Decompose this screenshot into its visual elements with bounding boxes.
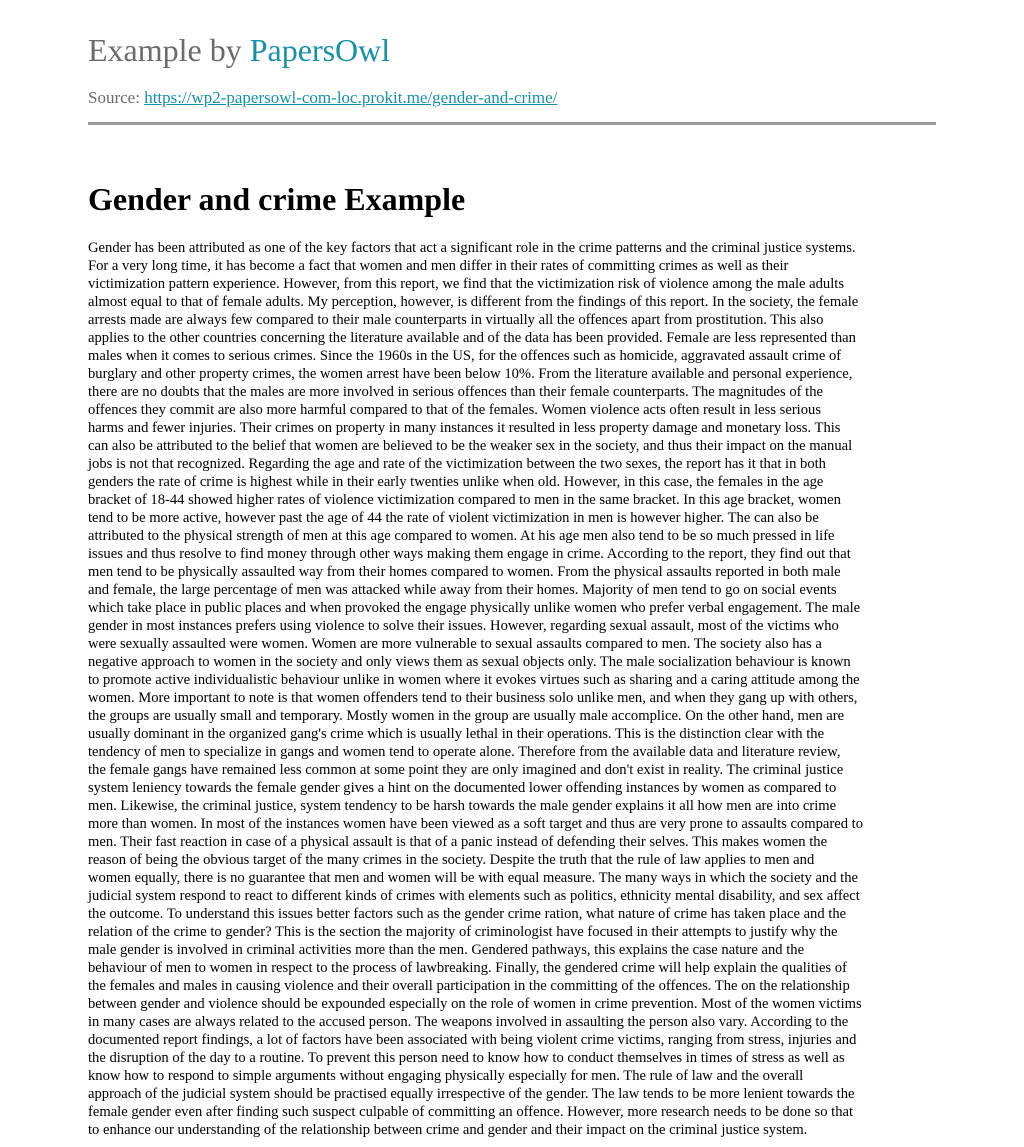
body-line: there are no doubts that the males are more involved in serious offences than their female counterparts. The magnitudes of the [88,384,823,400]
body-line: attributed to the physical strength of men at this age compared to women. At his age men also tend to be so much pressed in life [88,528,835,544]
brand-header [88,30,390,70]
body-line: male gender is involved in criminal activities more than the men. Gendered pathways, this explains the case nature and the [88,942,805,958]
body-line: jobs is not that recognized. Regarding the age and rate of the victimization between the two sexes, the report has it that in both [88,456,826,472]
body-line: system leniency towards the female gender gives a hint on the documented lower offending instances by women as compared to [88,780,837,796]
body-line: men. Their fast reaction in case of a physical assault is that of a panic instead of defending their selves. This makes women the [88,834,828,850]
body-line: reason of being the obvious target of the many crimes in the society. Despite the truth that the rule of law applies to men and [88,852,815,868]
body-line: gender in most instances prefers using violence to solve their issues. However, regarding sexual assault, most of the victims who [88,618,839,634]
body-line: offences they commit are also more harmful compared to that of the females. Women violence acts often result in less serious [88,402,822,418]
body-line: and female, the large percentage of men was attacked while away from their homes. Majority of men tend to go on social events [88,582,837,598]
body-line: genders the rate of crime is highest while in their early twenties unlike when old. However, in this case, the females in the age [88,474,824,490]
source-line [88,87,557,109]
body-line: can also be attributed to the belief that women are believed to be the weaker sex in the society, and thus their impact on the manual [88,438,853,454]
body-line: arrests made are always few compared to their male counterparts in virtually all the offences apart from prostitution. This also [88,312,824,328]
brand-name: PapersOwl [249,32,391,68]
body-line: men. Likewise, the criminal justice, system tendency to be harsh towards the male gender explains it all how men are into crime [88,798,837,814]
body-line: to enhance our understanding of the relationship between crime and gender and their impact on the criminal justice system. [88,1122,808,1138]
body-line: the groups are usually small and temporary. Mostly women in the group are usually male accomplice. On the other hand, men are [88,708,845,724]
body-line: issues and thus resolve to find money through other ways making them engage in crime. According to the report, they find out that [88,546,851,562]
body-line: which take place in public places and when provoked the engage physically unlike women who prefer verbal engagement. The male [88,600,861,616]
body-line: bracket of 18-44 showed higher rates of violence victimization compared to men in the same bracket. In this age bracket, women [88,492,841,508]
body-line: between gender and violence should be expounded especially on the role of women in crime prevention. Most of the women victims [88,996,862,1012]
brand-prefix: Example by [88,32,250,68]
body-line: judicial system respond to react to different kinds of crimes with elements such as politics, ethnicity mental disability, and sex affect [88,888,860,904]
body-line: For a very long time, it has become a fact that women and men differ in their rates of committing crimes as well as their [88,258,789,274]
body-line: women equally, there is no guarantee that men and women will be with equal measure. The many ways in which the society and the [88,870,858,886]
body-line: tend to be more active, however past the age of 44 the rate of violent victimization in men is however higher. The can also be [88,510,819,526]
body-line: women. More important to note is that women offenders tend to their business solo unlike men, and when they gang up with others, [88,690,858,706]
body-line: negative approach to women in the society and only views them as sexual objects only. The male socialization behaviour is known [88,654,851,670]
body-line: documented report findings, a lot of factors have been associated with being violent crime victims, ranging from stress, injuries and [88,1032,857,1048]
body-line: the females and males in causing violence and their overall participation in the committing of the offences. The on the relationship [88,978,850,994]
body-line: approach of the judicial system should be practised equally irrespective of the gender. The law tends to be more lenient towards the [88,1086,855,1102]
body-line: tendency of men to specialize in gangs and women tend to operate alone. Therefore from the available data and literature review, [88,744,841,760]
body-line: males when it comes to serious crimes. Since the 1960s in the US, for the offences such as homicide, aggravated assault crime of [88,348,842,364]
body-line: burglary and other property crimes, the women arrest have been below 10%. From the literature available and personal experience, [88,366,853,382]
body-line: to promote active individualistic behaviour unlike in women where it evokes virtues such as sharing and a caring attitude among the [88,672,860,688]
body-line: the outcome. To understand this issues better factors such as the gender crime ration, what nature of crime has taken place and the [88,906,847,922]
body-line: behaviour of men to women in respect to the process of lawbreaking. Finally, the gendered crime will help explain the qualities of [88,960,847,976]
document-body [88,239,937,1139]
body-line: applies to the other countries concerning the literature available and of the data has been provided. Female are less represented than [88,330,856,346]
source-link[interactable]: https://wp2-papersowl-com-loc.prokit.me/gender-and-crime/ [144,88,558,107]
body-line: were sexually assaulted were women. Women are more vulnerable to sexual assaults compared to men. The society also has a [88,636,822,652]
body-line: harms and fewer injuries. Their crimes on property in many instances it resulted in less property damage and monetary loss. This [88,420,841,436]
body-line: almost equal to that of female adults. My perception, however, is different from the findings of this report. In the society, the female [88,294,859,310]
source-label: Source: [88,88,145,107]
body-line: in many cases are always related to the accused person. The weapons involved in assaulting the person also vary. According to the [88,1014,849,1030]
body-line: Gender has been attributed as one of the key factors that act a significant role in the crime patterns and the criminal justice systems. [88,240,856,256]
body-line: female gender even after finding such suspect culpable of committing an offence. However, more research needs to be done so that [88,1104,854,1120]
body-line: men tend to be physically assaulted way from their homes compared to women. From the physical assaults reported in both male [88,564,841,580]
body-line: know how to respond to simple arguments without engaging physically especially for men. The rule of law and the overall [88,1068,804,1084]
document-title: Gender and crime Example [88,181,466,217]
body-line: more than women. In most of the instances women have been viewed as a soft target and thus are very prone to assaults compared to [88,816,863,832]
body-line: the female gangs have remained less common at some point they are only imagined and don't exist in reality. The criminal justice [88,762,844,778]
body-line: usually dominant in the organized gang's crime which is usually lethal in their operations. This is the distinction clear with the [88,726,825,742]
header-divider [88,122,936,125]
body-line: relation of the crime to gender? This is the section the majority of criminologist have focused in their attempts to justify why the [88,924,838,940]
body-line: victimization pattern experience. However, from this report, we find that the victimization risk of violence among the male adults [88,276,845,292]
body-line: the disruption of the day to a routine. To prevent this person need to know how to conduct themselves in times of stress as well as [88,1050,845,1066]
